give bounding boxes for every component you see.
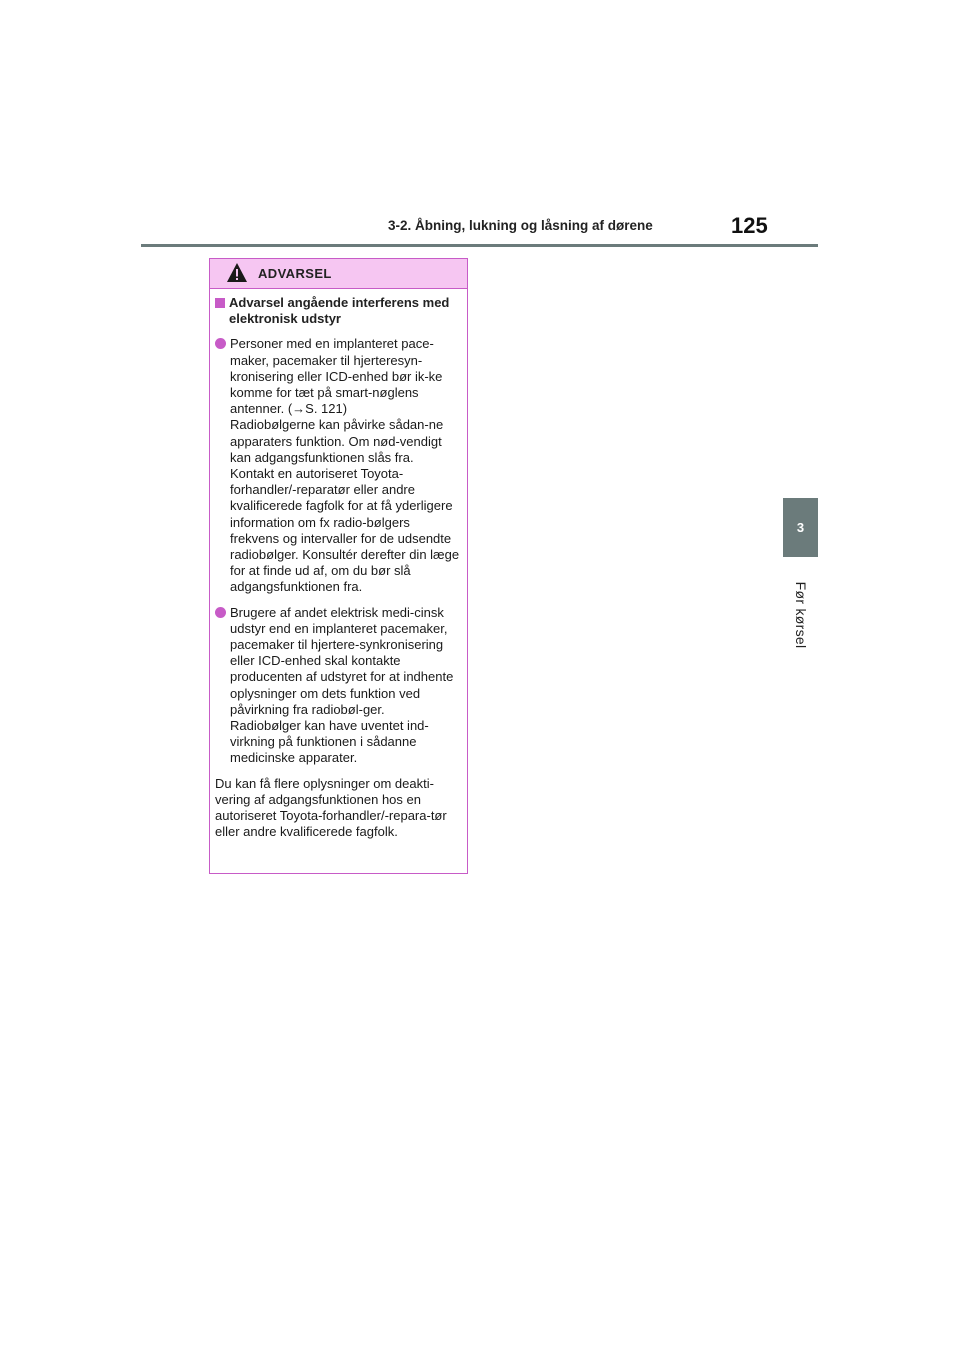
warning-heading-text: Advarsel angående interferens med elektronisk udstyr xyxy=(229,295,450,327)
warning-box xyxy=(209,258,468,874)
warning-header xyxy=(210,259,467,289)
warning-heading xyxy=(215,295,461,327)
page-number: 125 xyxy=(731,213,768,238)
list-item xyxy=(215,605,461,767)
paragraph: Personer med en implanteret pace-maker, pacemaker til hjerteresyn-kronisering eller ICD-enhed bør ik-ke komme for tæt på smart-nøglens antenner. (→S. 121) xyxy=(230,336,443,417)
list-item xyxy=(215,336,461,595)
paragraph: Radiobølgerne kan påvirke sådan-ne apparaters funktion. Om nød-vendigt kan adgangsfunktionen slås fra. Kontakt en autoriseret Toyota-forhandler/-reparatør eller andre kvalificerede fagfolk for at få yderligere information om fx radio-bølgers frekvens og intervaller for de udsendte radiobølger. Konsultér derefter din læge for at finde ud af, om du bør slå adgangsfunktionen fra. xyxy=(230,417,460,595)
section-title: 3-2. Åbning, lukning og låsning af dørene xyxy=(388,218,653,233)
list-item-text xyxy=(230,605,461,767)
closing-paragraph: Du kan få flere oplysninger om deakti-vering af adgangsfunktionen hos en autoriseret Toyota-forhandler/-repara-tør eller andre kvalificerede fagfolk. xyxy=(215,775,447,840)
circle-bullet-icon xyxy=(215,607,226,618)
paragraph: Brugere af andet elektrisk medi-cinsk udstyr end en implanteret pacemaker, pacemaker til hjertere-synkronisering eller ICD-enhed skal kontakte producenten af udstyret for at indhente oplysninger om dets funktion ved påvirkning fra radiobøl-ger. xyxy=(230,604,454,717)
header-rule xyxy=(141,244,818,247)
warning-triangle-icon xyxy=(226,262,248,284)
list-item-text xyxy=(230,336,461,595)
chapter-number: 3 xyxy=(796,520,805,535)
warning-title: ADVARSEL xyxy=(258,266,332,281)
warning-body xyxy=(210,289,467,841)
chapter-title: Før kørsel xyxy=(793,581,809,649)
square-bullet-icon xyxy=(215,298,225,308)
paragraph: Radiobølger kan have uventet ind-virkning på funktionen i sådanne medicinske apparater. xyxy=(230,718,429,766)
circle-bullet-icon xyxy=(215,338,226,349)
chapter-tab xyxy=(783,498,818,557)
